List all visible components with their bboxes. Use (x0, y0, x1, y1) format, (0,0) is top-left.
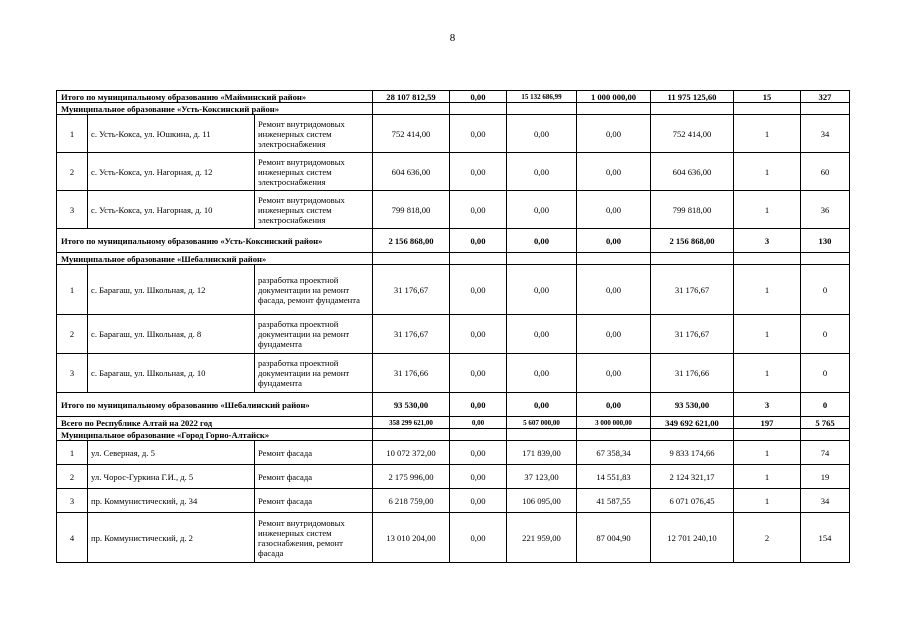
resident-count: 130 (801, 229, 850, 253)
total-cost: 31 176,67 (373, 265, 450, 315)
subtotal-row (57, 393, 850, 417)
owner-funds: 2 156 868,00 (651, 229, 734, 253)
fund-amount: 15 132 686,99 (507, 91, 577, 103)
empty-cell (507, 253, 577, 265)
table-row (57, 153, 850, 191)
fund-amount: 67 358,34 (577, 441, 651, 465)
total-cost: 752 414,00 (373, 115, 450, 153)
fund-amount: 0,00 (450, 489, 507, 513)
resident-count: 327 (801, 91, 850, 103)
fund-amount: 0,00 (577, 393, 651, 417)
fund-amount: 0,00 (450, 465, 507, 489)
fund-amount: 0,00 (577, 315, 651, 354)
house-count: 3 (734, 229, 801, 253)
fund-amount: 0,00 (450, 354, 507, 393)
table-row (57, 441, 850, 465)
total-cost: 28 107 812,59 (373, 91, 450, 103)
address: пр. Коммунистический, д. 2 (88, 513, 255, 563)
house-count: 1 (734, 441, 801, 465)
fund-amount: 5 607 000,00 (507, 417, 577, 429)
fund-amount: 0,00 (577, 354, 651, 393)
municipality-name: Муниципальное образование «Город Горно-Алтайск» (57, 429, 373, 441)
address: с. Усть-Кокса, ул. Нагорная, д. 12 (88, 153, 255, 191)
work-type: разработка проектной документации на ремонт фундамента (255, 354, 373, 393)
fund-amount: 0,00 (450, 153, 507, 191)
resident-count: 36 (801, 191, 850, 229)
empty-cell (450, 429, 507, 441)
fund-amount: 0,00 (450, 393, 507, 417)
house-count: 2 (734, 513, 801, 563)
fund-amount: 37 123,00 (507, 465, 577, 489)
empty-cell (801, 253, 850, 265)
fund-amount: 87 004,90 (577, 513, 651, 563)
fund-amount: 0,00 (507, 191, 577, 229)
fund-amount: 0,00 (577, 153, 651, 191)
resident-count: 74 (801, 441, 850, 465)
municipality-name: Муниципальное образование «Шебалинский район» (57, 253, 373, 265)
subtotal-row (57, 229, 850, 253)
house-count: 1 (734, 465, 801, 489)
empty-cell (651, 429, 734, 441)
house-count: 1 (734, 354, 801, 393)
work-type: разработка проектной документации на ремонт фасада, ремонт фундамента (255, 265, 373, 315)
total-cost: 13 010 204,00 (373, 513, 450, 563)
resident-count: 34 (801, 489, 850, 513)
fund-amount: 0,00 (450, 115, 507, 153)
fund-amount: 0,00 (450, 229, 507, 253)
total-cost: 358 299 621,00 (373, 417, 450, 429)
empty-cell (450, 103, 507, 115)
municipality-header-row (57, 253, 850, 265)
empty-cell (450, 253, 507, 265)
total-label: Всего по Республике Алтай на 2022 год (57, 417, 373, 429)
table-row (57, 465, 850, 489)
empty-cell (651, 253, 734, 265)
owner-funds: 752 414,00 (651, 115, 734, 153)
address: с. Барагаш, ул. Школьная, д. 12 (88, 265, 255, 315)
owner-funds: 799 818,00 (651, 191, 734, 229)
subtotal-row (57, 91, 850, 103)
address: пр. Коммунистический, д. 34 (88, 489, 255, 513)
total-label: Итого по муниципальному образованию «Шебалинский район» (57, 393, 373, 417)
fund-amount: 106 095,00 (507, 489, 577, 513)
fund-amount: 0,00 (450, 513, 507, 563)
house-count: 1 (734, 489, 801, 513)
table-row (57, 115, 850, 153)
house-count: 1 (734, 115, 801, 153)
owner-funds: 604 636,00 (651, 153, 734, 191)
table-row (57, 513, 850, 563)
fund-amount: 0,00 (507, 153, 577, 191)
fund-amount: 0,00 (577, 191, 651, 229)
total-cost: 10 072 372,00 (373, 441, 450, 465)
empty-cell (801, 103, 850, 115)
empty-cell (577, 103, 651, 115)
house-count: 1 (734, 153, 801, 191)
empty-cell (734, 253, 801, 265)
fund-amount: 0,00 (507, 265, 577, 315)
owner-funds: 31 176,67 (651, 315, 734, 354)
total-label: Итого по муниципальному образованию «Майминский район» (57, 91, 373, 103)
resident-count: 154 (801, 513, 850, 563)
work-type: Ремонт фасада (255, 465, 373, 489)
total-cost: 604 636,00 (373, 153, 450, 191)
address: ул. Чорос-Гуркина Г.И., д. 5 (88, 465, 255, 489)
house-count: 1 (734, 315, 801, 354)
fund-amount: 41 587,55 (577, 489, 651, 513)
owner-funds: 11 975 125,60 (651, 91, 734, 103)
house-count: 1 (734, 265, 801, 315)
fund-amount: 14 551,83 (577, 465, 651, 489)
empty-cell (577, 429, 651, 441)
total-cost: 2 175 996,00 (373, 465, 450, 489)
total-cost: 2 156 868,00 (373, 229, 450, 253)
house-count: 3 (734, 393, 801, 417)
fund-amount: 171 839,00 (507, 441, 577, 465)
resident-count: 0 (801, 354, 850, 393)
fund-amount: 0,00 (450, 91, 507, 103)
row-number: 4 (57, 513, 88, 563)
row-number: 2 (57, 315, 88, 354)
row-number: 2 (57, 153, 88, 191)
fund-amount: 3 000 000,00 (577, 417, 651, 429)
fund-amount: 0,00 (450, 315, 507, 354)
empty-cell (507, 429, 577, 441)
resident-count: 0 (801, 265, 850, 315)
fund-amount: 0,00 (577, 229, 651, 253)
table-row (57, 265, 850, 315)
empty-cell (373, 253, 450, 265)
row-number: 2 (57, 465, 88, 489)
owner-funds: 9 833 174,66 (651, 441, 734, 465)
row-number: 1 (57, 115, 88, 153)
fund-amount: 0,00 (577, 265, 651, 315)
table-row (57, 489, 850, 513)
municipality-header-row (57, 103, 850, 115)
empty-cell (507, 103, 577, 115)
fund-amount: 0,00 (450, 417, 507, 429)
work-type: Ремонт внутридомовых инженерных систем газоснабжения, ремонт фасада (255, 513, 373, 563)
owner-funds: 6 071 076,45 (651, 489, 734, 513)
house-count: 1 (734, 191, 801, 229)
resident-count: 0 (801, 315, 850, 354)
address: с. Барагаш, ул. Школьная, д. 10 (88, 354, 255, 393)
owner-funds: 349 692 621,00 (651, 417, 734, 429)
resident-count: 60 (801, 153, 850, 191)
fund-amount: 0,00 (507, 115, 577, 153)
municipality-name: Муниципальное образование «Усть-Коксинский район» (57, 103, 373, 115)
owner-funds: 31 176,67 (651, 265, 734, 315)
table-row (57, 191, 850, 229)
total-label: Итого по муниципальному образованию «Усть-Коксинский район» (57, 229, 373, 253)
row-number: 3 (57, 191, 88, 229)
page-number: 8 (449, 32, 456, 44)
address: с. Усть-Кокса, ул. Нагорная, д. 10 (88, 191, 255, 229)
row-number: 1 (57, 265, 88, 315)
empty-cell (373, 103, 450, 115)
fund-amount: 0,00 (450, 441, 507, 465)
fund-amount: 0,00 (450, 191, 507, 229)
empty-cell (651, 103, 734, 115)
work-type: Ремонт внутридомовых инженерных систем электроснабжения (255, 191, 373, 229)
fund-amount: 0,00 (507, 393, 577, 417)
address: с. Барагаш, ул. Школьная, д. 8 (88, 315, 255, 354)
fund-amount: 0,00 (450, 265, 507, 315)
empty-cell (734, 429, 801, 441)
fund-amount: 1 000 000,00 (577, 91, 651, 103)
empty-cell (577, 253, 651, 265)
total-cost: 31 176,67 (373, 315, 450, 354)
fund-amount: 0,00 (507, 315, 577, 354)
fund-amount: 0,00 (507, 229, 577, 253)
work-type: Ремонт внутридомовых инженерных систем электроснабжения (255, 153, 373, 191)
work-type: Ремонт фасада (255, 441, 373, 465)
owner-funds: 2 124 321,17 (651, 465, 734, 489)
table-row (57, 354, 850, 393)
resident-count: 34 (801, 115, 850, 153)
row-number: 1 (57, 441, 88, 465)
address: с. Усть-Кокса, ул. Юшкина, д. 11 (88, 115, 255, 153)
owner-funds: 31 176,66 (651, 354, 734, 393)
total-cost: 93 530,00 (373, 393, 450, 417)
owner-funds: 93 530,00 (651, 393, 734, 417)
work-type: разработка проектной документации на ремонт фундамента (255, 315, 373, 354)
total-cost: 799 818,00 (373, 191, 450, 229)
house-count: 197 (734, 417, 801, 429)
grand-total-row (57, 417, 850, 429)
house-count: 15 (734, 91, 801, 103)
row-number: 3 (57, 354, 88, 393)
repair-plan-table (56, 90, 850, 563)
fund-amount: 0,00 (577, 115, 651, 153)
empty-cell (373, 429, 450, 441)
row-number: 3 (57, 489, 88, 513)
resident-count: 0 (801, 393, 850, 417)
empty-cell (801, 429, 850, 441)
empty-cell (734, 103, 801, 115)
work-type: Ремонт внутридомовых инженерных систем электроснабжения (255, 115, 373, 153)
resident-count: 19 (801, 465, 850, 489)
owner-funds: 12 701 240,10 (651, 513, 734, 563)
table-row (57, 315, 850, 354)
fund-amount: 221 959,00 (507, 513, 577, 563)
work-type: Ремонт фасада (255, 489, 373, 513)
municipality-header-row (57, 429, 850, 441)
address: ул. Северная, д. 5 (88, 441, 255, 465)
fund-amount: 0,00 (507, 354, 577, 393)
total-cost: 31 176,66 (373, 354, 450, 393)
total-cost: 6 218 759,00 (373, 489, 450, 513)
resident-count: 5 765 (801, 417, 850, 429)
